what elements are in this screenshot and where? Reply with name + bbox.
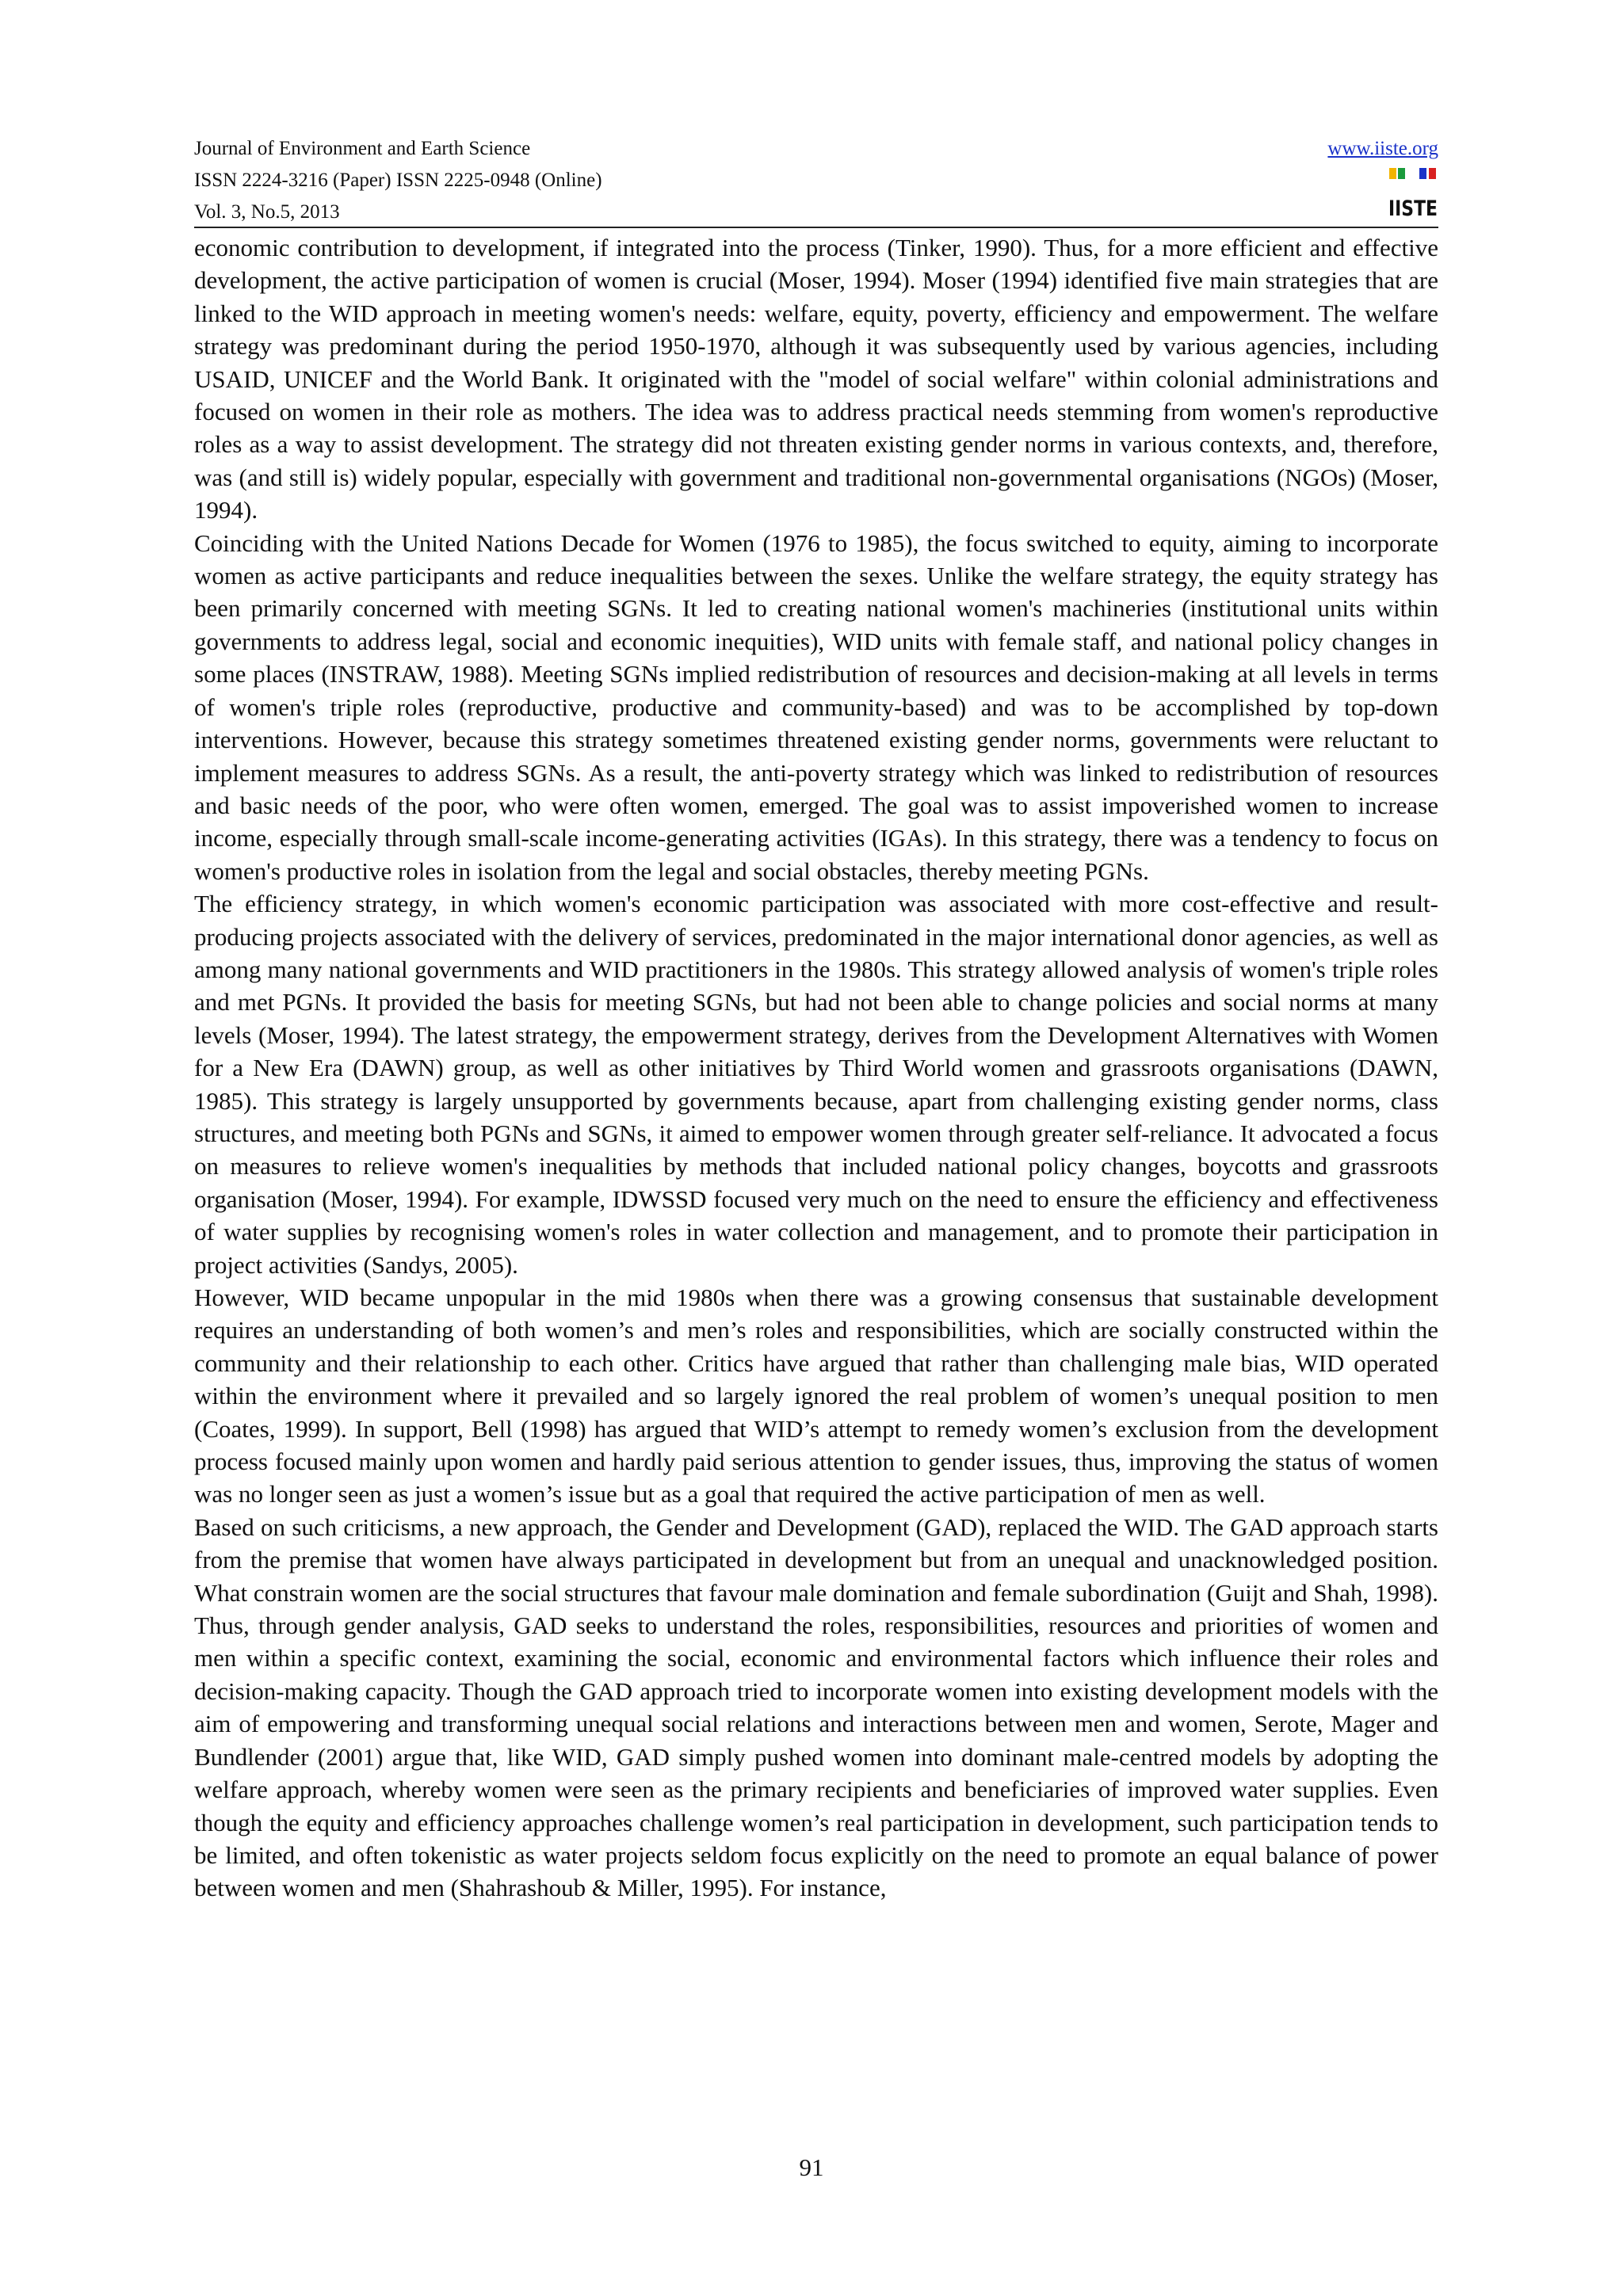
article-body	[194, 231, 1438, 1905]
paragraph: The efficiency strategy, in which women's economic participation was associated with more cost-effective and result-producing projects associated with the delivery of services, predominated in the major international donor agencies, as well as among many national governments and WID practitioners in the 1980s. This strategy allowed analysis of women's triple roles and met PGNs. It provided the basis for meeting SGNs, but had not been able to change policies and social norms at many levels (Moser, 1994). The latest strategy, the empowerment strategy, derives from the Development Alternatives with Women for a New Era (DAWN) group, as well as other initiatives by Third World women and grassroots organisations (DAWN, 1985). This strategy is largely unsupported by governments because, apart from challenging existing gender norms, class structures, and meeting both PGNs and SGNs, it aimed to empower women through greater self-reliance. It advocated a focus on measures to relieve women's inequalities by methods that included national policy changes, boycotts and grassroots organisation (Moser, 1994). For example, IDWSSD focused very much on the need to ensure the efficiency and effectiveness of water supplies by recognising women's roles in water collection and management, and to promote their participation in project activities (Sandys, 2005).	[194, 890, 1438, 1279]
logo-bar-green	[1398, 168, 1405, 179]
logo-wordmark: IISTE	[1388, 196, 1438, 221]
website-link[interactable]: www.iiste.org	[1327, 138, 1438, 159]
journal-volume: Vol. 3, No.5, 2013	[194, 201, 340, 223]
paragraph: However, WID became unpopular in the mid 1980s when there was a growing consensus that sustainable development requires an understanding of both women’s and men’s roles and responsibilities, which are socially constructed within the community and their relationship to each other. Critics have argued that rather than challenging male bias, WID operated within the environment where it prevailed and so largely ignored the real problem of women’s unequal position to men (Coates, 1999). In support, Bell (1998) has argued that WID’s attempt to remedy women’s exclusion from the development process focused mainly upon women and hardly paid serious attention to gender issues, thus, improving the status of women was no longer seen as just a women’s issue but as a goal that required the active participation of men as well.	[194, 1283, 1438, 1508]
iiste-logo-icon	[1388, 168, 1438, 223]
logo-bar-blue	[1419, 168, 1426, 179]
paragraph: Coinciding with the United Nations Decade for Women (1976 to 1985), the focus switched to equity, aiming to incorporate women as active participants and reduce inequalities between the sexes. Unlike the welfare strategy, the equity strategy has been primarily concerned with meeting SGNs. It led to creating national women's machineries (institutional units within governments to address legal, social and economic inequities), WID units with female staff, and national policy changes in some places (INSTRAW, 1988). Meeting SGNs implied redistribution of resources and decision-making at all levels in terms of women's triple roles (reproductive, productive and community-based) and was to be accomplished by top-down interventions. However, because this strategy sometimes threatened existing gender norms, governments were reluctant to implement measures to address SGNs. As a result, the anti-poverty strategy which was linked to redistribution of resources and basic needs of the poor, who were often women, emerged. The goal was to assist impoverished women to increase income, especially through small-scale income-generating activities (IGAs). In this strategy, there was a tendency to focus on women's productive roles in isolation from the legal and social obstacles, thereby meeting PGNs.	[194, 528, 1438, 885]
journal-issn: ISSN 2224-3216 (Paper) ISSN 2225-0948 (Online)	[194, 170, 602, 191]
paragraph: Based on such criticisms, a new approach, the Gender and Development (GAD), replaced the WID. The GAD approach starts from the premise that women have always participated in development but from an unequal and unacknowledged position. What constrain women are the social structures that favour male domination and female subordination (Guijt and Shah, 1998). Thus, through gender analysis, GAD seeks to understand the roles, responsibilities, resources and priorities of women and men within a specific context, examining the social, economic and environmental factors which influence their roles and decision-making capacity. Though the GAD approach tried to incorporate women into existing development models with the aim of empowering and transforming unequal social relations and interactions between men and women, Serote, Mager and Bundlender (2001) argue that, like WID, GAD simply pushed women into dominant male-centred models by adopting the welfare approach, whereby women were seen as the primary recipients and beneficiaries of improved water supplies. Even though the equity and efficiency approaches challenge women’s real participation in development, such participation tends to be limited, and often tokenistic as water projects seldom focus explicitly on the need to promote an equal balance of power between women and men (Shahrashoub & Miller, 1995). For instance,	[194, 1512, 1438, 1902]
journal-title: Journal of Environment and Earth Science	[194, 138, 531, 159]
logo-bar-yellow	[1389, 168, 1396, 179]
page-header	[194, 136, 1438, 228]
paragraph: economic contribution to development, if integrated into the process (Tinker, 1990). Thus, for a more efficient and effective development, the active participation of women is crucial (Moser, 1994). Moser (1994) identified five main strategies that are linked to the WID approach in meeting women's needs: welfare, equity, poverty, efficiency and empowerment. The welfare strategy was predominant during the period 1950-1970, although it was subsequently used by various agencies, including USAID, UNICEF and the World Bank. It originated with the "model of social welfare" within colonial administrations and focused on women in their role as mothers. The idea was to address practical needs stemming from women's reproductive roles as a way to assist development. The strategy did not threaten existing gender norms in various contexts, and, therefore, was (and still is) widely popular, especially with government and traditional non-governmental organisations (NGOs) (Moser, 1994).	[194, 234, 1438, 524]
page-number: 91	[799, 2153, 824, 2181]
logo-bar-red	[1429, 168, 1436, 179]
